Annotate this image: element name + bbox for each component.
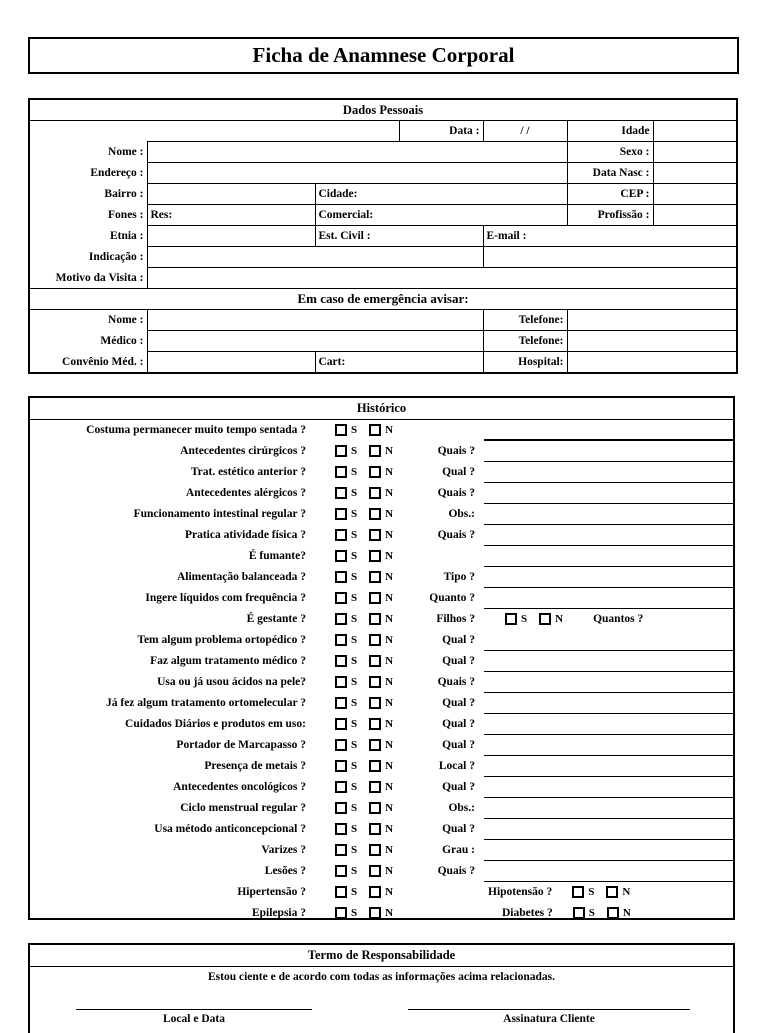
no-checkbox[interactable]: [369, 655, 381, 667]
question-label: Tem algum problema ortopédico ?: [137, 634, 306, 646]
local-data-line[interactable]: [76, 1009, 312, 1025]
no-checkbox[interactable]: [369, 907, 381, 919]
yes-no-options: [335, 781, 405, 793]
followup-label: Obs.:: [448, 802, 475, 814]
nome-field[interactable]: [147, 142, 567, 163]
yes-label: S: [351, 781, 358, 793]
yes-checkbox[interactable]: [335, 760, 347, 772]
no-label: N: [385, 823, 394, 835]
question-label: Pratica atividade física ?: [184, 529, 306, 541]
yes-checkbox[interactable]: [335, 445, 347, 457]
telefone1-label: Telefone:: [483, 310, 567, 331]
followup-label: Tipo ?: [443, 571, 475, 583]
no-checkbox[interactable]: [369, 697, 381, 709]
data-nasc-label: Data Nasc :: [567, 163, 653, 184]
yes-no-options: [335, 529, 405, 541]
no-checkbox[interactable]: [369, 508, 381, 520]
yes-checkbox[interactable]: [335, 844, 347, 856]
question-label: Portador de Marcapasso ?: [176, 739, 306, 751]
historico-rows: [30, 420, 733, 924]
no-label: N: [385, 571, 394, 583]
yes-label: S: [521, 613, 528, 625]
hipotensao-label: Hipotensão ?: [488, 886, 553, 898]
telefone2-field[interactable]: [567, 331, 737, 352]
etnia-field[interactable]: [147, 226, 315, 247]
emerg-nome-label: Nome :: [108, 314, 144, 327]
hipotensao-options: [488, 886, 642, 898]
no-checkbox[interactable]: [369, 823, 381, 835]
yes-checkbox[interactable]: [335, 634, 347, 646]
historico-row: [30, 903, 733, 924]
historico-row: [30, 798, 733, 819]
no-label: N: [385, 466, 394, 478]
no-label: N: [622, 907, 631, 919]
yes-label: S: [588, 886, 595, 898]
no-checkbox[interactable]: [369, 466, 381, 478]
historico-row: [30, 693, 733, 714]
diabetes-label: Diabetes ?: [502, 907, 553, 919]
sexo-label: Sexo :: [567, 142, 653, 163]
endereco-label: Endereço :: [90, 167, 144, 179]
diabetes-options: [502, 907, 643, 919]
no-label: N: [385, 592, 394, 604]
yes-no-options: [335, 466, 405, 478]
followup-label: Qual ?: [442, 739, 475, 751]
question-label: Costuma permanecer muito tempo sentada ?: [86, 424, 306, 436]
question-label: Presença de metais ?: [204, 760, 306, 772]
yes-checkbox[interactable]: [335, 550, 347, 562]
historico-section: [28, 396, 735, 920]
no-checkbox[interactable]: [369, 550, 381, 562]
yes-label: S: [351, 466, 358, 478]
no-label: N: [385, 550, 394, 562]
yes-label: S: [351, 718, 358, 730]
yes-no-options: [335, 571, 405, 583]
yes-no-options: [335, 760, 405, 772]
question-label: Varizes ?: [261, 844, 306, 856]
no-label: N: [385, 907, 394, 919]
yes-label: S: [351, 508, 358, 520]
yes-label: S: [351, 445, 358, 457]
yes-label: S: [351, 907, 358, 919]
yes-checkbox[interactable]: [335, 529, 347, 541]
convenio-field[interactable]: [147, 352, 315, 374]
question-label: Epilepsia ?: [251, 907, 306, 919]
yes-no-options: [335, 739, 405, 751]
historico-row: [30, 735, 733, 756]
no-label: N: [622, 886, 631, 898]
yes-label: S: [351, 613, 358, 625]
idade-field[interactable]: [653, 121, 737, 142]
yes-no-options: [335, 634, 405, 646]
no-checkbox[interactable]: [369, 844, 381, 856]
yes-label: S: [351, 529, 358, 541]
no-checkbox[interactable]: [369, 571, 381, 583]
yes-label: S: [351, 655, 358, 667]
medico-field[interactable]: [147, 331, 483, 352]
no-checkbox[interactable]: [369, 718, 381, 730]
bairro-field[interactable]: [147, 184, 315, 205]
yes-label: S: [351, 739, 358, 751]
no-label: N: [385, 529, 394, 541]
no-label: N: [385, 508, 394, 520]
no-checkbox[interactable]: [369, 739, 381, 751]
yes-checkbox[interactable]: [335, 823, 347, 835]
local-data-label: Local e Data: [163, 1013, 225, 1025]
question-label: Hipertensão ?: [237, 886, 306, 898]
no-label: N: [385, 697, 394, 709]
yes-checkbox[interactable]: [572, 886, 584, 898]
yes-no-options: [335, 424, 405, 436]
historico-row: [30, 840, 733, 861]
yes-no-options: [335, 550, 405, 562]
question-label: É gestante ?: [246, 613, 306, 625]
yes-label: S: [351, 697, 358, 709]
yes-label: S: [351, 802, 358, 814]
cidade-field[interactable]: Cidade:: [315, 184, 567, 205]
no-label: N: [385, 487, 394, 499]
yes-label: S: [351, 844, 358, 856]
no-checkbox[interactable]: [369, 424, 381, 436]
no-checkbox[interactable]: [369, 487, 381, 499]
yes-no-options: [335, 907, 405, 919]
telefone2-label: Telefone:: [483, 331, 567, 352]
yes-checkbox[interactable]: [335, 907, 347, 919]
yes-checkbox[interactable]: [335, 655, 347, 667]
followup-label: Grau :: [442, 844, 475, 856]
yes-label: S: [351, 886, 358, 898]
followup-label: Filhos ?: [436, 613, 475, 625]
yes-no-options: [335, 802, 405, 814]
followup-label: Qual ?: [442, 466, 475, 478]
no-label: N: [385, 424, 394, 436]
no-label: N: [385, 865, 394, 877]
yes-no-options: [335, 697, 405, 709]
question-label: É fumante?: [248, 550, 306, 562]
yes-label: S: [351, 592, 358, 604]
question-label: Ciclo menstrual regular ?: [180, 802, 306, 814]
question-label: Ingere líquidos com frequência ?: [145, 592, 306, 604]
historico-row: [30, 861, 733, 882]
no-checkbox[interactable]: [369, 886, 381, 898]
yes-checkbox[interactable]: [335, 466, 347, 478]
historico-row: [30, 588, 733, 609]
assinatura-label: Assinatura Cliente: [503, 1013, 595, 1025]
yes-checkbox[interactable]: [335, 487, 347, 499]
endereco-field[interactable]: [147, 163, 567, 184]
yes-checkbox[interactable]: [335, 508, 347, 520]
yes-checkbox[interactable]: [335, 739, 347, 751]
followup-label: Qual ?: [442, 634, 475, 646]
followup-label: Quais ?: [437, 676, 475, 688]
followup-label: Quais ?: [437, 529, 475, 541]
historico-row: [30, 483, 733, 504]
no-label: N: [385, 445, 394, 457]
cep-label: CEP :: [567, 184, 653, 205]
yes-label: S: [351, 634, 358, 646]
profissao-field[interactable]: [653, 205, 737, 226]
yes-label: S: [351, 487, 358, 499]
question-label: Antecedentes alérgicos ?: [185, 487, 306, 499]
no-checkbox[interactable]: [369, 760, 381, 772]
filhos-options: [505, 613, 643, 625]
yes-checkbox[interactable]: [335, 613, 347, 625]
no-checkbox[interactable]: [607, 907, 619, 919]
page-title: Ficha de Anamnese Corporal: [28, 37, 739, 74]
yes-label: S: [351, 424, 358, 436]
no-label: N: [385, 676, 394, 688]
no-label: N: [385, 802, 394, 814]
termo-section: [28, 943, 735, 1033]
yes-no-options: [335, 865, 405, 877]
yes-checkbox[interactable]: [335, 781, 347, 793]
followup-label: Obs.:: [448, 508, 475, 520]
quantos-label: Quantos ?: [593, 613, 644, 625]
yes-checkbox[interactable]: [335, 424, 347, 436]
motivo-field[interactable]: [147, 268, 737, 289]
historico-row: [30, 462, 733, 483]
convenio-label: Convênio Méd. :: [62, 355, 144, 368]
email-field[interactable]: E-mail :: [483, 226, 737, 247]
yes-no-options: [335, 676, 405, 688]
cart-field[interactable]: Cart:: [315, 352, 483, 374]
historico-row: [30, 546, 733, 567]
question-label: Antecedentes cirúrgicos ?: [180, 445, 306, 457]
indicacao-label: Indicação :: [88, 251, 144, 263]
historico-row: [30, 630, 733, 651]
question-label: Trat. estético anterior ?: [190, 466, 306, 478]
yes-no-options: [335, 823, 405, 835]
question-label: Usa método anticoncepcional ?: [154, 823, 306, 835]
followup-label: Local ?: [438, 760, 475, 772]
followup-label: Quais ?: [437, 865, 475, 877]
indicacao-field[interactable]: [147, 247, 483, 268]
no-checkbox[interactable]: [369, 676, 381, 688]
profissao-label: Profissão :: [567, 205, 653, 226]
no-label: N: [385, 781, 394, 793]
no-label: N: [385, 613, 394, 625]
data-nasc-field[interactable]: [653, 163, 737, 184]
followup-label: Qual ?: [442, 718, 475, 730]
section-title-dados: Dados Pessoais: [29, 99, 737, 121]
yes-label: S: [588, 907, 595, 919]
yes-no-options: [335, 844, 405, 856]
no-label: N: [385, 634, 394, 646]
yes-label: S: [351, 676, 358, 688]
section-title-emergencia: Em caso de emergência avisar:: [29, 289, 737, 310]
sexo-field[interactable]: [653, 142, 737, 163]
yes-no-options: [335, 655, 405, 667]
dados-pessoais-table: [28, 98, 738, 374]
no-checkbox[interactable]: [369, 781, 381, 793]
question-label: Cuidados Diários e produtos em uso:: [125, 718, 306, 730]
question-label: Usa ou já usou ácidos na pele?: [157, 676, 306, 688]
no-label: N: [385, 844, 394, 856]
yes-checkbox[interactable]: [335, 802, 347, 814]
yes-label: S: [351, 550, 358, 562]
no-checkbox[interactable]: [606, 886, 618, 898]
historico-row: [30, 819, 733, 840]
section-title-termo: Termo de Responsabilidade: [30, 945, 733, 967]
motivo-label: Motivo da Visita :: [55, 271, 144, 284]
no-label: N: [385, 886, 394, 898]
emerg-nome-field[interactable]: [147, 310, 483, 331]
hospital-field[interactable]: [567, 352, 737, 374]
res-field[interactable]: Res:: [147, 205, 315, 226]
historico-row: [30, 525, 733, 546]
yes-no-options: [335, 445, 405, 457]
assinatura-line[interactable]: [408, 1009, 690, 1025]
historico-row: [30, 756, 733, 777]
termo-text: Estou ciente e de acordo com todas as informações acima relacionadas.: [208, 971, 555, 983]
historico-row: [30, 882, 733, 903]
yes-no-options: [335, 886, 405, 898]
yes-no-options: [335, 613, 405, 625]
yes-label: S: [351, 571, 358, 583]
question-label: Funcionamento intestinal regular ?: [133, 508, 306, 520]
hospital-label: Hospital:: [483, 352, 567, 374]
followup-label: Quais ?: [437, 445, 475, 457]
no-checkbox[interactable]: [369, 634, 381, 646]
no-label: N: [385, 655, 394, 667]
yes-label: S: [351, 823, 358, 835]
yes-checkbox[interactable]: [335, 592, 347, 604]
medico-label: Médico :: [100, 335, 144, 347]
idade-label: Idade: [567, 121, 653, 142]
est-civil-field[interactable]: Est. Civil :: [315, 226, 483, 247]
historico-row: [30, 714, 733, 735]
historico-row: [30, 672, 733, 693]
cep-field[interactable]: [653, 184, 737, 205]
question-label: Alimentação balanceada ?: [176, 571, 306, 583]
historico-row: [30, 504, 733, 525]
yes-checkbox[interactable]: [335, 718, 347, 730]
no-checkbox[interactable]: [369, 592, 381, 604]
question-label: Antecedentes oncológicos ?: [173, 781, 306, 793]
yes-label: S: [351, 865, 358, 877]
fones-label: Fones :: [108, 209, 144, 221]
followup-label: Qual ?: [442, 697, 475, 709]
nome-label: Nome :: [108, 146, 144, 158]
historico-row: [30, 441, 733, 462]
yes-no-options: [335, 487, 405, 499]
yes-label: S: [351, 760, 358, 772]
question-label: Já fez algum tratamento ortomelecular ?: [105, 697, 306, 709]
data-field[interactable]: / /: [483, 121, 567, 142]
telefone1-field[interactable]: [567, 310, 737, 331]
yes-checkbox[interactable]: [335, 865, 347, 877]
no-checkbox[interactable]: [369, 613, 381, 625]
followup-label: Qual ?: [442, 655, 475, 667]
no-label: N: [385, 760, 394, 772]
historico-row: [30, 777, 733, 798]
data-label: Data :: [399, 121, 483, 142]
bairro-label: Bairro :: [104, 188, 144, 200]
no-label: N: [555, 613, 564, 625]
yes-no-options: [335, 718, 405, 730]
followup-label: Quanto ?: [429, 592, 475, 604]
question-label: Faz algum tratamento médico ?: [150, 655, 306, 667]
historico-row: [30, 567, 733, 588]
no-label: N: [385, 739, 394, 751]
yes-checkbox[interactable]: [505, 613, 517, 625]
yes-no-options: [335, 592, 405, 604]
yes-checkbox[interactable]: [335, 676, 347, 688]
no-checkbox[interactable]: [369, 802, 381, 814]
yes-checkbox[interactable]: [573, 907, 585, 919]
comercial-field[interactable]: Comercial:: [315, 205, 567, 226]
no-checkbox[interactable]: [369, 529, 381, 541]
question-label: Lesões ?: [264, 865, 306, 877]
yes-checkbox[interactable]: [335, 571, 347, 583]
no-checkbox[interactable]: [369, 445, 381, 457]
yes-no-options: [335, 508, 405, 520]
followup-label: Qual ?: [442, 781, 475, 793]
yes-checkbox[interactable]: [335, 697, 347, 709]
section-title-historico: Histórico: [30, 398, 733, 420]
yes-checkbox[interactable]: [335, 886, 347, 898]
followup-label: Quais ?: [437, 487, 475, 499]
etnia-label: Etnia :: [109, 230, 144, 242]
no-label: N: [385, 718, 394, 730]
historico-row: [30, 651, 733, 672]
historico-row: [30, 420, 733, 441]
no-checkbox[interactable]: [539, 613, 551, 625]
no-checkbox[interactable]: [369, 865, 381, 877]
historico-row: [30, 609, 733, 630]
followup-label: Qual ?: [442, 823, 475, 835]
